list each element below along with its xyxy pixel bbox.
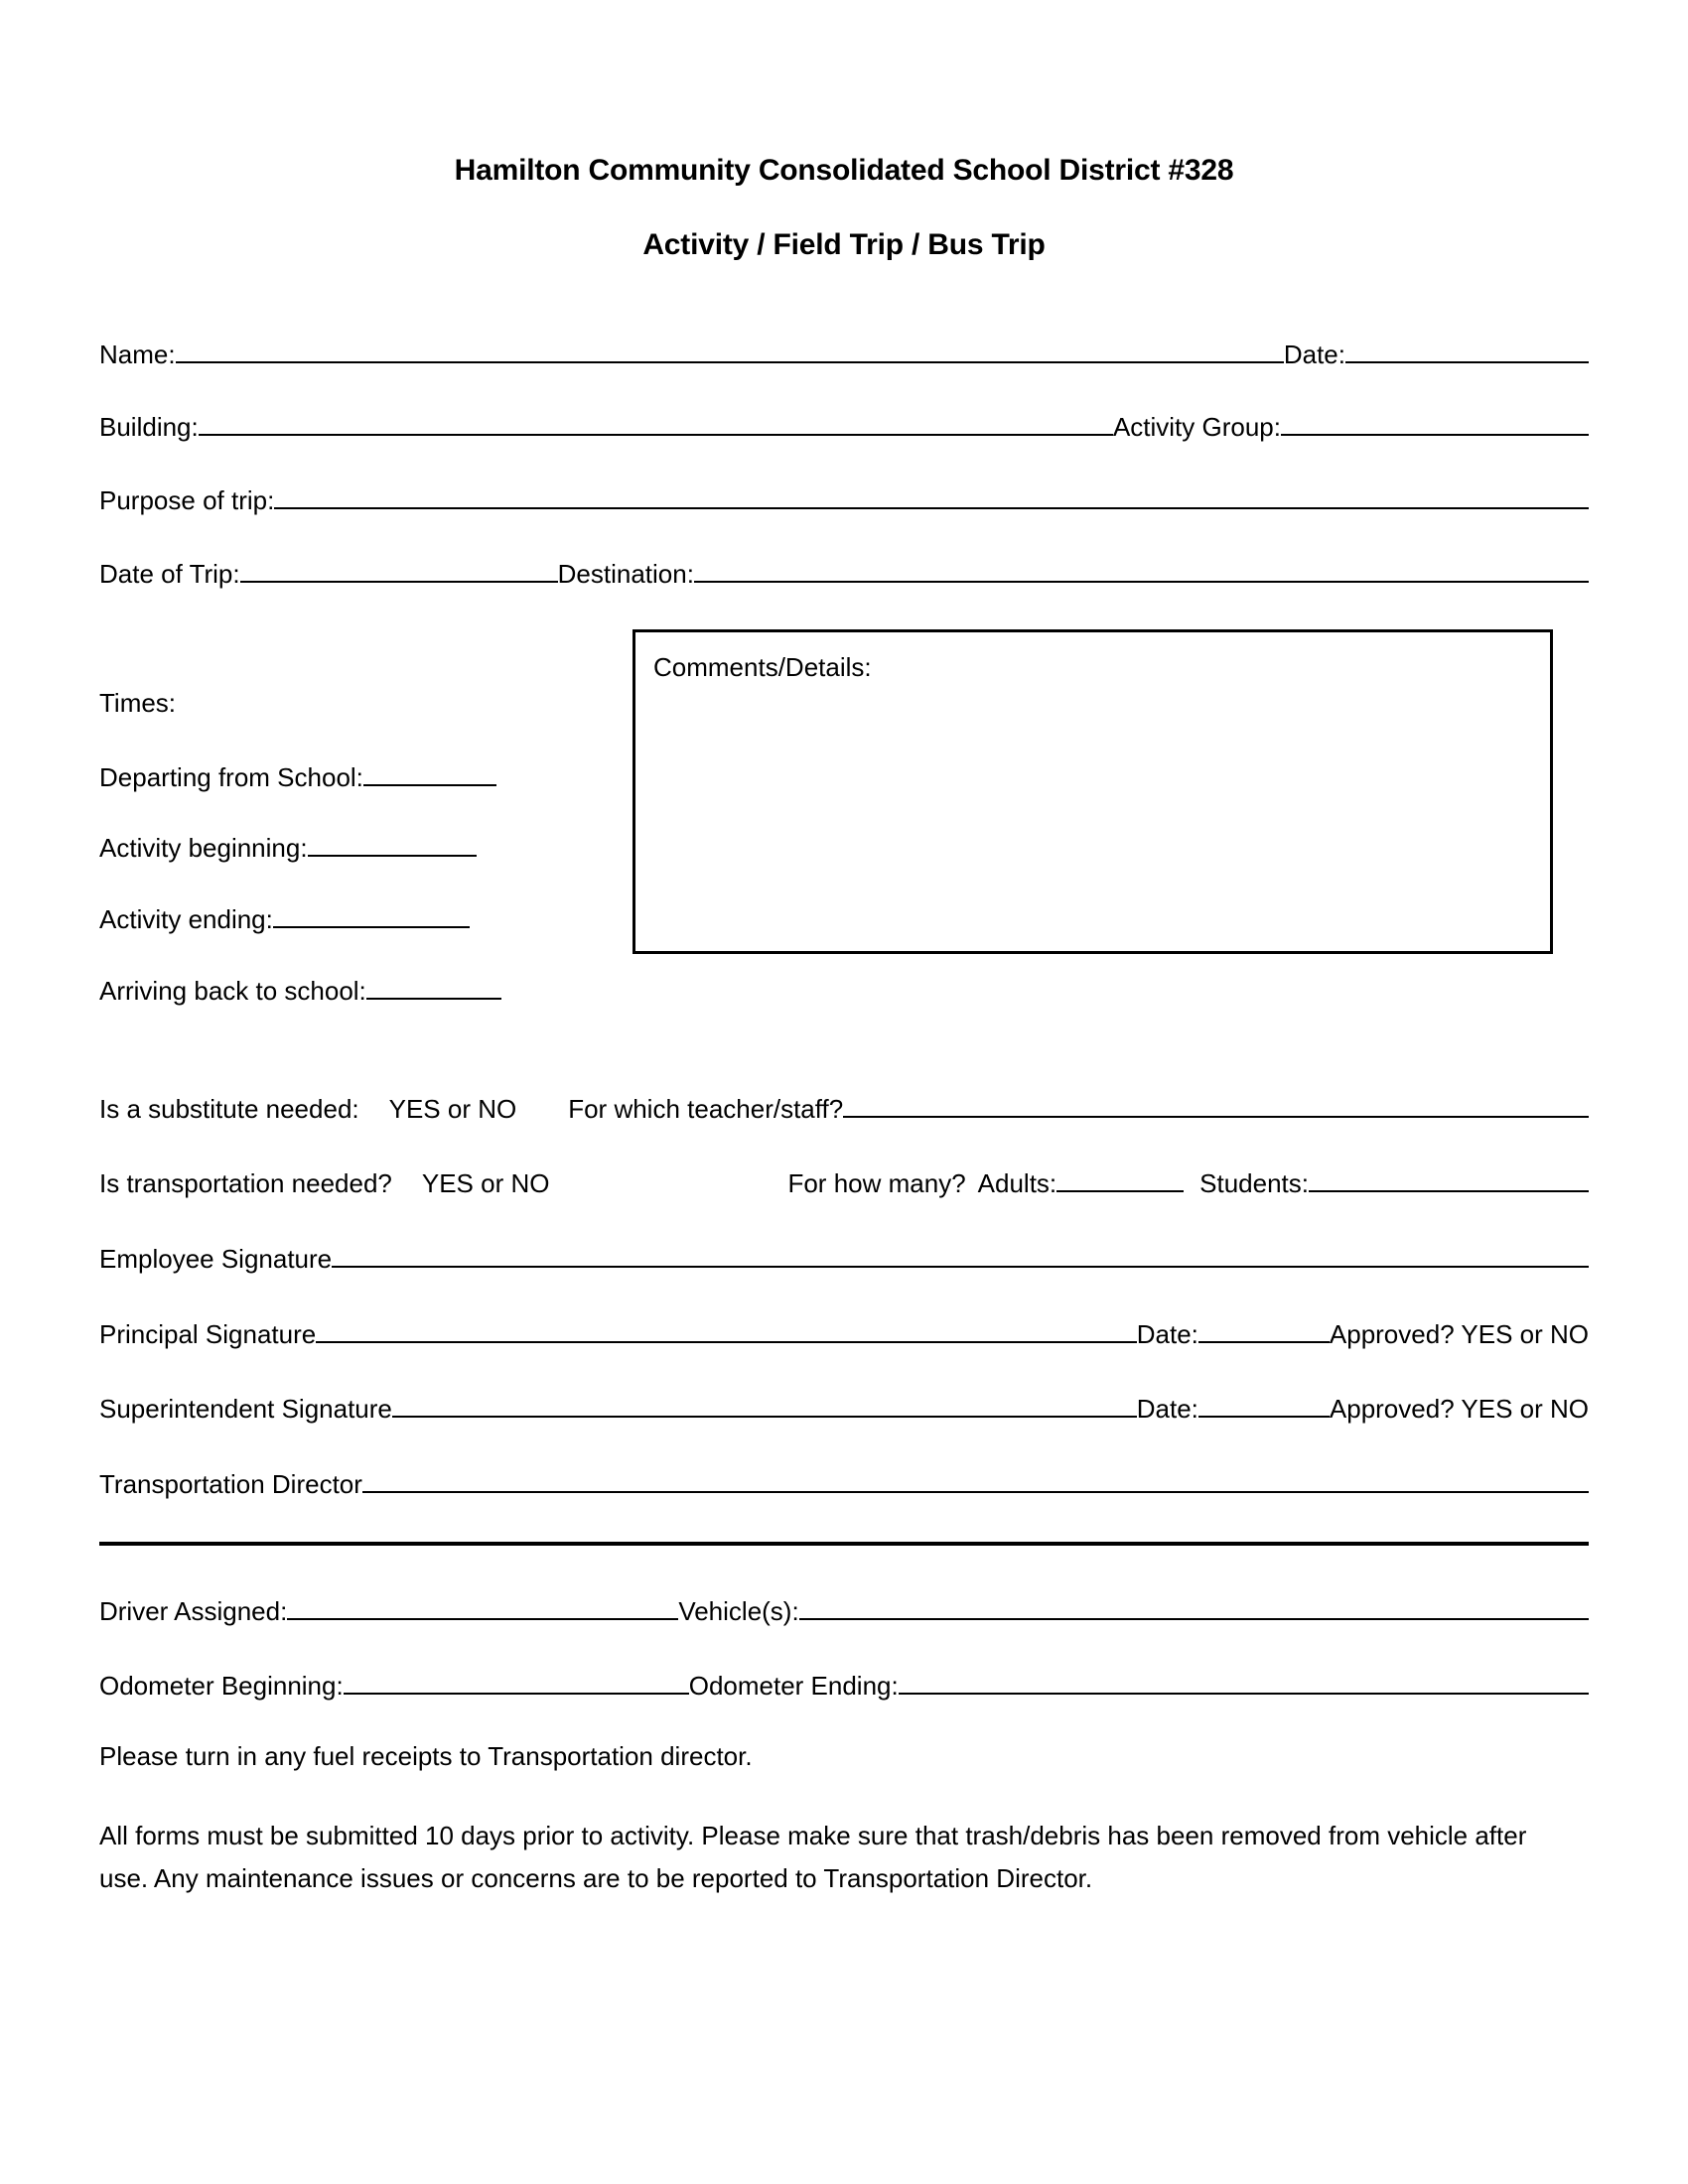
principal-signature-input[interactable] bbox=[316, 1316, 1137, 1343]
transportation-yes-no[interactable]: YES or NO bbox=[421, 1168, 550, 1199]
name-date-row bbox=[99, 337, 1589, 367]
adults-input[interactable] bbox=[1056, 1166, 1184, 1193]
students-input[interactable] bbox=[1309, 1166, 1589, 1193]
times-column bbox=[99, 629, 616, 1004]
vehicle-group bbox=[99, 1593, 1589, 1702]
departing-input[interactable] bbox=[369, 763, 496, 786]
transportation-director-row bbox=[99, 1466, 1589, 1500]
how-many-label: For how many? bbox=[787, 1168, 966, 1199]
odometer-ending-input[interactable] bbox=[899, 1669, 1589, 1696]
driver-assigned-label: Driver Assigned: bbox=[99, 1595, 288, 1626]
arriving-input[interactable] bbox=[366, 977, 501, 1000]
superintendent-date-label: Date: bbox=[1136, 1394, 1198, 1425]
transportation-label: Is transportation needed? bbox=[99, 1168, 392, 1199]
principal-approved-label[interactable]: Approved? YES or NO bbox=[1329, 1318, 1589, 1349]
superintendent-date-input[interactable] bbox=[1198, 1392, 1330, 1419]
activity-ending-input[interactable] bbox=[273, 905, 470, 928]
times-heading: Times: bbox=[99, 687, 177, 718]
date-of-trip-destination-row bbox=[99, 556, 1589, 587]
vehicles-label: Vehicle(s): bbox=[678, 1595, 799, 1626]
adults-label: Adults: bbox=[977, 1168, 1057, 1199]
date-input[interactable] bbox=[1345, 337, 1589, 363]
substitute-label: Is a substitute needed: bbox=[99, 1093, 359, 1124]
purpose-label: Purpose of trip: bbox=[99, 485, 275, 516]
odometer-row bbox=[99, 1669, 1589, 1700]
driver-vehicle-row bbox=[99, 1593, 1589, 1624]
section-divider bbox=[99, 1542, 1589, 1546]
destination-label: Destination: bbox=[557, 558, 694, 589]
superintendent-signature-input[interactable] bbox=[392, 1392, 1137, 1419]
arriving-label: Arriving back to school: bbox=[99, 975, 366, 1006]
activity-beginning-input[interactable] bbox=[308, 835, 477, 858]
comments-label: Comments/Details: bbox=[653, 651, 872, 682]
superintendent-approved-label[interactable]: Approved? YES or NO bbox=[1329, 1394, 1589, 1425]
fuel-receipts-note: Please turn in any fuel receipts to Transportation director. bbox=[99, 1741, 753, 1772]
employee-signature-label: Employee Signature bbox=[99, 1244, 333, 1274]
odometer-ending-label: Odometer Ending: bbox=[688, 1671, 899, 1702]
document-header bbox=[99, 0, 1589, 261]
departing-row bbox=[99, 763, 616, 790]
page-title: Hamilton Community Consolidated School District #328 bbox=[454, 154, 1234, 187]
purpose-row bbox=[99, 482, 1589, 516]
date-label: Date: bbox=[1283, 339, 1345, 369]
principal-date-input[interactable] bbox=[1198, 1316, 1330, 1343]
building-activity-group-row bbox=[99, 410, 1589, 441]
approvals-group bbox=[99, 1091, 1589, 1500]
activity-group-label: Activity Group: bbox=[1112, 412, 1281, 443]
principal-signature-row bbox=[99, 1316, 1589, 1347]
principal-signature-label: Principal Signature bbox=[99, 1318, 317, 1349]
employee-signature-input[interactable] bbox=[332, 1241, 1589, 1268]
top-fields-group bbox=[99, 337, 1589, 587]
times-and-comments-section bbox=[99, 629, 1589, 1004]
teacher-staff-input[interactable] bbox=[843, 1091, 1589, 1118]
activity-ending-row bbox=[99, 904, 616, 935]
building-label: Building: bbox=[99, 412, 199, 443]
arriving-row bbox=[99, 977, 616, 1004]
page-subtitle: Activity / Field Trip / Bus Trip bbox=[642, 228, 1046, 261]
odometer-beginning-label: Odometer Beginning: bbox=[99, 1671, 344, 1702]
odometer-beginning-input[interactable] bbox=[344, 1669, 689, 1696]
substitute-row bbox=[99, 1091, 1589, 1122]
employee-signature-row bbox=[99, 1241, 1589, 1272]
transportation-row bbox=[99, 1166, 1589, 1197]
submission-policy-note: All forms must be submitted 10 days prior to activity. Please make sure that trash/debris has been removed from vehicle after use. Any maintenance issues or concerns are to be reported to Transportation Director. bbox=[99, 1821, 1527, 1893]
departing-label: Departing from School: bbox=[99, 761, 363, 792]
activity-beginning-row bbox=[99, 835, 616, 862]
name-label: Name: bbox=[99, 339, 176, 369]
destination-input[interactable] bbox=[694, 556, 1589, 583]
substitute-yes-no[interactable]: YES or NO bbox=[388, 1093, 517, 1124]
building-input[interactable] bbox=[199, 410, 1113, 437]
date-of-trip-label: Date of Trip: bbox=[99, 558, 240, 589]
principal-date-label: Date: bbox=[1136, 1318, 1198, 1349]
purpose-input[interactable] bbox=[274, 482, 1589, 509]
activity-group-input[interactable] bbox=[1281, 410, 1589, 437]
transportation-director-input[interactable] bbox=[362, 1466, 1589, 1493]
comments-details-box[interactable] bbox=[633, 629, 1553, 954]
activity-ending-label: Activity ending: bbox=[99, 904, 273, 935]
date-of-trip-input[interactable] bbox=[240, 556, 558, 583]
superintendent-signature-label: Superintendent Signature bbox=[99, 1394, 392, 1425]
activity-beginning-label: Activity beginning: bbox=[99, 833, 308, 864]
superintendent-signature-row bbox=[99, 1392, 1589, 1423]
driver-assigned-input[interactable] bbox=[287, 1593, 678, 1620]
transportation-director-label: Transportation Director bbox=[99, 1469, 362, 1500]
teacher-staff-label: For which teacher/staff? bbox=[568, 1093, 844, 1124]
vehicles-input[interactable] bbox=[799, 1593, 1589, 1620]
name-input[interactable] bbox=[176, 337, 1284, 363]
students-label: Students: bbox=[1199, 1168, 1310, 1199]
